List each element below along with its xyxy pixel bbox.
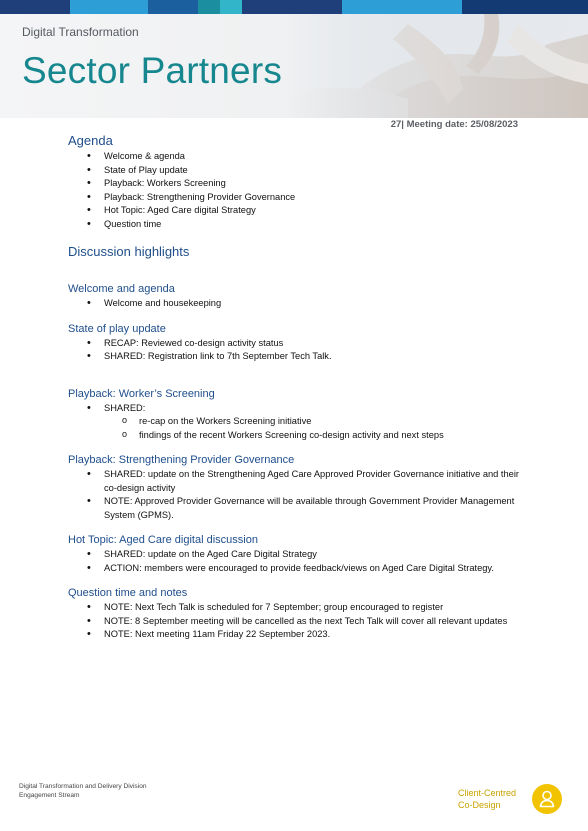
section-heading-hot-topic: Hot Topic: Aged Care digital discussion	[68, 534, 258, 546]
hands-photo-image	[288, 14, 588, 118]
footer-division-name: Digital Transformation and Delivery Division	[19, 783, 147, 790]
workers-screening-list	[68, 402, 528, 416]
list-item: • NOTE: 8 September meeting will be cancelled as the next Tech Talk will cover all relevant updates	[104, 615, 528, 629]
header-banner	[0, 0, 588, 118]
discussion-heading: Discussion highlights	[68, 244, 190, 259]
stripe-segment	[0, 0, 70, 14]
section-heading-welcome: Welcome and agenda	[68, 283, 175, 295]
color-stripe-bar	[0, 0, 588, 14]
list-item: • NOTE: Approved Provider Governance will be available through Government Provider Management System (GPMS).	[104, 495, 528, 522]
agenda-list	[68, 150, 528, 231]
document-body	[68, 131, 528, 642]
stripe-segment	[462, 0, 588, 14]
header-label: Digital Transformation	[22, 25, 139, 39]
list-item: • Welcome & agenda	[104, 150, 528, 164]
section-heading-question-time: Question time and notes	[68, 587, 188, 599]
list-item: • SHARED: update on the Strengthening Aged Care Approved Provider Governance initiative and their co-design activity	[104, 468, 528, 495]
page-title: Sector Partners	[22, 50, 283, 91]
stripe-segment	[148, 0, 198, 14]
welcome-list	[68, 297, 528, 311]
agenda-heading: Agenda	[68, 133, 113, 148]
stripe-segment	[70, 0, 148, 14]
list-item: • SHARED: update on the Aged Care Digital Strategy	[104, 548, 528, 562]
hot-topic-list	[68, 548, 528, 575]
list-item: • Playback: Strengthening Provider Governance	[104, 191, 528, 205]
stripe-segment	[242, 0, 342, 14]
list-item: • SHARED: Registration link to 7th September Tech Talk.	[104, 350, 528, 364]
list-item: • Playback: Workers Screening	[104, 177, 528, 191]
list-item: • Hot Topic: Aged Care digital Strategy	[104, 204, 528, 218]
co-design-logo	[532, 784, 562, 814]
person-icon	[532, 784, 562, 814]
provider-governance-list	[68, 468, 528, 522]
section-heading-state-of-play: State of play update	[68, 322, 166, 335]
section-heading-provider-governance: Playback: Strengthening Provider Governance	[68, 454, 295, 466]
sub-list-item: o findings of the recent Workers Screening co-design activity and next steps	[139, 429, 528, 443]
section-heading-workers-screening: Playback: Worker’s Screening	[68, 387, 215, 400]
question-time-list	[68, 601, 528, 642]
list-item: • NOTE: Next Tech Talk is scheduled for 7 September; group encouraged to register	[104, 601, 528, 615]
list-item: • NOTE: Next meeting 11am Friday 22 September 2023.	[104, 628, 528, 642]
sub-list-item: o re-cap on the Workers Screening initiative	[139, 415, 528, 429]
stripe-segment	[220, 0, 242, 14]
workers-screening-sublist	[68, 415, 528, 442]
footer-program-line2: Co-Design	[458, 800, 501, 810]
state-of-play-list	[68, 337, 528, 364]
page-meeting-date: 27| Meeting date: 25/08/2023	[390, 119, 518, 130]
stripe-segment	[198, 0, 220, 14]
list-item: • SHARED:	[104, 402, 528, 416]
footer-program-line1: Client-Centred	[458, 788, 517, 798]
list-item: • Question time	[104, 218, 528, 232]
footer-program	[458, 787, 516, 811]
list-item: • RECAP: Reviewed co-design activity status	[104, 337, 528, 351]
list-item: • Welcome and housekeeping	[104, 297, 528, 311]
stripe-segment	[342, 0, 462, 14]
list-item: • ACTION: members were encouraged to provide feedback/views on Aged Care Digital Strategy.	[104, 562, 528, 576]
footer-stream-name: Engagement Stream	[19, 791, 80, 799]
list-item: • State of Play update	[104, 164, 528, 178]
footer-division	[19, 783, 147, 800]
